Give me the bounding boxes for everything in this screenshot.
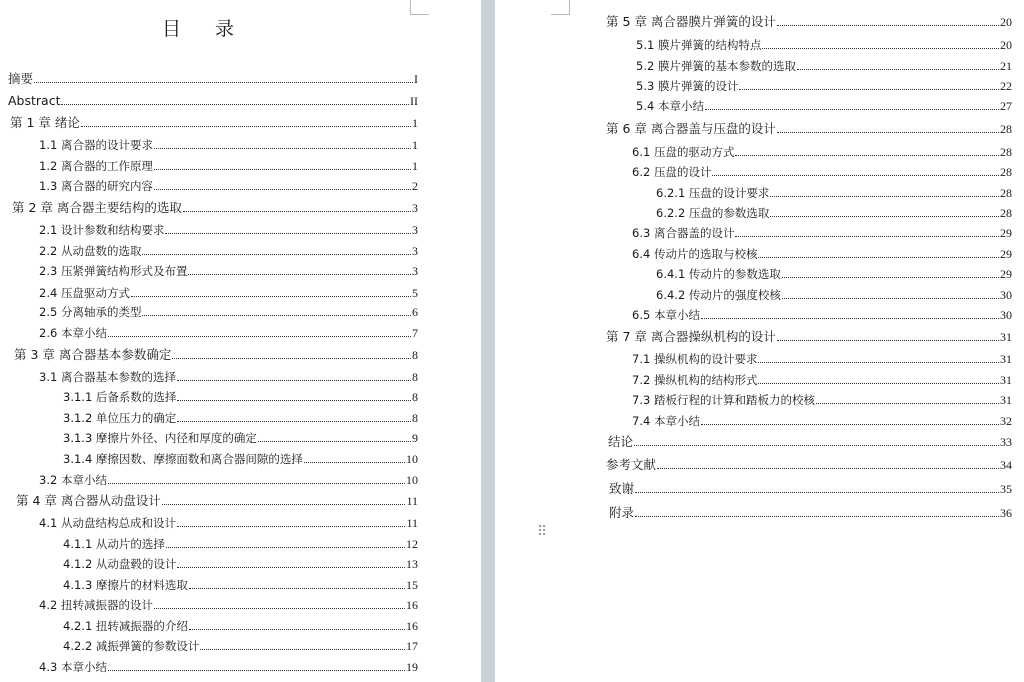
toc-section-entry[interactable] — [632, 241, 1012, 261]
toc-section-entry[interactable] — [39, 364, 418, 384]
toc-section-entry[interactable] — [636, 32, 1012, 52]
toc-page-number: 28 — [1000, 206, 1012, 220]
toc-dot-leader — [782, 298, 999, 299]
toc-entry-text: 4.2.1 扭转减振器的介绍 — [63, 619, 188, 633]
toc-entry-text: 1.1 离合器的设计要求 — [39, 138, 153, 152]
drag-handle-icon[interactable]: ⠿ — [537, 524, 549, 540]
toc-entry-text: 1.2 离合器的工作原理 — [39, 159, 153, 173]
toc-page-number: 11 — [406, 516, 418, 530]
toc-section-entry[interactable] — [636, 53, 1012, 73]
toc-entry-text: 3.1.4 摩擦因数、摩擦面数和离合器间隙的选择 — [63, 452, 303, 466]
toc-section-entry[interactable] — [63, 633, 418, 653]
document-page-left — [0, 0, 481, 682]
toc-page-number: 12 — [406, 537, 418, 551]
toc-section-entry[interactable] — [39, 592, 418, 612]
toc-dot-leader — [34, 82, 413, 83]
toc-section-entry[interactable] — [39, 238, 418, 258]
toc-section-entry[interactable] — [656, 180, 1012, 200]
toc-section-entry[interactable] — [656, 200, 1012, 220]
toc-section-entry[interactable] — [39, 173, 418, 193]
toc-page-number: 30 — [1000, 308, 1012, 322]
toc-entry-text: 2.1 设计参数和结构要求 — [39, 223, 165, 237]
toc-entry-text: 2.5 分离轴承的类型 — [39, 305, 142, 319]
toc-section-entry[interactable] — [63, 405, 418, 425]
toc-section-entry[interactable] — [632, 159, 1012, 179]
toc-section-entry[interactable] — [63, 613, 418, 633]
toc-dot-leader — [183, 211, 411, 212]
toc-dot-leader — [142, 254, 411, 255]
toc-dot-leader — [108, 483, 405, 484]
toc-section-entry[interactable] — [636, 73, 1012, 93]
toc-section-entry[interactable] — [39, 132, 418, 152]
toc-page-number: 27 — [1000, 99, 1012, 113]
toc-entry-text: 6.4.2 传动片的强度校核 — [656, 288, 781, 302]
crop-mark — [410, 0, 429, 15]
toc-entry-text: 1.3 离合器的研究内容 — [39, 179, 153, 193]
toc-dot-leader — [777, 132, 999, 133]
toc-section-entry[interactable] — [632, 139, 1012, 159]
toc-dot-leader — [735, 155, 999, 156]
toc-page-number: 9 — [412, 431, 418, 445]
toc-section-entry[interactable] — [39, 320, 418, 340]
toc-dot-leader — [304, 462, 405, 463]
toc-dot-leader — [81, 126, 411, 127]
toc-section-entry[interactable] — [39, 299, 418, 319]
toc-dot-leader — [165, 233, 411, 234]
toc-title: 目 录 — [161, 18, 249, 40]
toc-dot-leader — [108, 670, 405, 671]
toc-section-entry[interactable] — [632, 367, 1012, 387]
toc-page-number: 36 — [1000, 506, 1012, 520]
toc-dot-leader — [758, 362, 999, 363]
toc-entry-text: 6.3 离合器盖的设计 — [632, 226, 735, 240]
toc-entry-text: Abstract — [8, 93, 61, 108]
toc-page-number: 6 — [412, 305, 418, 319]
toc-dot-leader — [131, 296, 411, 297]
toc-entry-text: 5.1 膜片弹簧的结构特点 — [636, 38, 762, 52]
toc-section-entry[interactable] — [63, 446, 418, 466]
toc-page-number: 1 — [412, 138, 418, 152]
toc-section-entry[interactable] — [636, 93, 1012, 113]
toc-page-number: 29 — [1000, 267, 1012, 281]
toc-chapter-entry[interactable] — [606, 452, 1012, 472]
crop-mark — [551, 0, 570, 15]
toc-page-number: 31 — [1000, 352, 1012, 366]
toc-page-number: 7 — [412, 326, 418, 340]
toc-entry-text: 致谢 — [609, 481, 635, 496]
toc-section-entry[interactable] — [632, 346, 1012, 366]
toc-entry-text: 第 1 章 绪论 — [10, 115, 80, 130]
toc-page-number: 3 — [412, 264, 418, 278]
toc-dot-leader — [635, 492, 999, 493]
toc-dot-leader — [154, 169, 411, 170]
toc-page-number: 32 — [1000, 414, 1012, 428]
toc-entry-text: 2.4 压盘驱动方式 — [39, 286, 130, 300]
toc-entry-text: 3.1.1 后备系数的选择 — [63, 390, 177, 404]
toc-entry-text: 4.2.2 减振弹簧的参数设计 — [63, 639, 200, 653]
toc-section-entry[interactable] — [39, 217, 418, 237]
toc-dot-leader — [739, 89, 999, 90]
toc-entry-text: 4.1 从动盘结构总成和设计 — [39, 516, 176, 530]
toc-page-number: 8 — [412, 370, 418, 384]
toc-section-entry[interactable] — [39, 510, 418, 530]
toc-dot-leader — [177, 400, 411, 401]
toc-page-number: 10 — [406, 452, 418, 466]
toc-section-entry[interactable] — [39, 467, 418, 487]
toc-chapter-entry[interactable] — [608, 429, 1012, 449]
toc-dot-leader — [177, 421, 411, 422]
toc-page-number: 20 — [1000, 15, 1012, 29]
toc-section-entry[interactable] — [39, 654, 418, 674]
toc-entry-text: 第 5 章 离合器膜片弹簧的设计 — [606, 14, 776, 29]
toc-entry-text: 4.2 扭转减振器的设计 — [39, 598, 153, 612]
toc-dot-leader — [177, 567, 405, 568]
toc-page-number: 17 — [406, 639, 418, 653]
toc-entry-text: 第 2 章 离合器主要结构的选取 — [12, 200, 182, 215]
toc-page-number: 2 — [412, 179, 418, 193]
toc-dot-leader — [108, 336, 411, 337]
toc-dot-leader — [735, 236, 999, 237]
toc-dot-leader — [701, 424, 999, 425]
toc-section-entry[interactable] — [39, 258, 418, 278]
toc-section-entry[interactable] — [63, 425, 418, 445]
toc-page-number: 22 — [1000, 79, 1012, 93]
toc-chapter-entry[interactable] — [12, 195, 418, 215]
toc-page-number: 21 — [1000, 59, 1012, 73]
toc-dot-leader — [657, 468, 999, 469]
toc-dot-leader — [258, 441, 411, 442]
toc-dot-leader — [816, 403, 999, 404]
toc-page-number: 15 — [406, 578, 418, 592]
toc-entry-text: 3.1 离合器基本参数的选择 — [39, 370, 176, 384]
toc-dot-leader — [635, 516, 999, 517]
toc-dot-leader — [777, 25, 999, 26]
toc-dot-leader — [177, 526, 405, 527]
toc-entry-text: 2.3 压紧弹簧结构形式及布置 — [39, 264, 188, 278]
toc-chapter-entry[interactable] — [8, 66, 418, 86]
toc-entry-text: 2.6 本章小结 — [39, 326, 107, 340]
toc-dot-leader — [166, 547, 405, 548]
toc-entry-text: 6.5 本章小结 — [632, 308, 700, 322]
toc-dot-leader — [188, 274, 411, 275]
toc-chapter-entry[interactable] — [609, 500, 1012, 520]
toc-dot-leader — [758, 383, 999, 384]
toc-dot-leader — [61, 104, 409, 105]
toc-section-entry[interactable] — [656, 282, 1012, 302]
toc-page-number: 28 — [1000, 186, 1012, 200]
toc-page-number: 5 — [412, 286, 418, 300]
toc-chapter-entry[interactable] — [606, 324, 1012, 344]
toc-entry-text: 第 7 章 离合器操纵机构的设计 — [606, 329, 776, 344]
toc-page-number: 31 — [1000, 373, 1012, 387]
toc-page-number: 28 — [1000, 122, 1012, 136]
toc-page-number: 31 — [1000, 330, 1012, 344]
toc-page-number: 28 — [1000, 165, 1012, 179]
toc-dot-leader — [154, 148, 411, 149]
toc-section-entry[interactable] — [63, 551, 418, 571]
toc-page-number: 3 — [412, 201, 418, 215]
toc-section-entry[interactable] — [632, 220, 1012, 240]
toc-section-entry[interactable] — [632, 408, 1012, 428]
toc-entry-text: 5.4 本章小结 — [636, 99, 704, 113]
toc-entry-text: 附录 — [609, 505, 635, 520]
toc-entry-text: 7.4 本章小结 — [632, 414, 700, 428]
toc-chapter-entry[interactable] — [10, 110, 418, 130]
toc-entry-text: 7.3 踏板行程的计算和踏板力的校核 — [632, 393, 815, 407]
toc-page-number: 29 — [1000, 226, 1012, 240]
toc-entry-text: 第 6 章 离合器盖与压盘的设计 — [606, 121, 776, 136]
toc-chapter-entry[interactable] — [606, 116, 1012, 136]
toc-section-entry[interactable] — [632, 387, 1012, 407]
toc-dot-leader — [770, 216, 999, 217]
toc-section-entry[interactable] — [39, 280, 418, 300]
toc-page-number: 31 — [1000, 393, 1012, 407]
toc-dot-leader — [634, 445, 999, 446]
toc-entry-text: 4.1.3 摩擦片的材料选取 — [63, 578, 188, 592]
toc-page-number: 10 — [406, 473, 418, 487]
toc-dot-leader — [705, 109, 999, 110]
toc-entry-text: 第 3 章 离合器基本参数确定 — [14, 347, 172, 362]
toc-section-entry[interactable] — [63, 384, 418, 404]
toc-page-number: 19 — [406, 660, 418, 674]
toc-dot-leader — [797, 69, 999, 70]
toc-page-number: 16 — [406, 598, 418, 612]
toc-page-number: 1 — [412, 116, 418, 130]
toc-dot-leader — [189, 588, 405, 589]
toc-dot-leader — [770, 196, 999, 197]
document-page-right — [495, 0, 1024, 682]
toc-chapter-entry[interactable] — [606, 9, 1012, 29]
toc-chapter-entry[interactable] — [8, 88, 418, 108]
toc-section-entry[interactable] — [39, 153, 418, 173]
toc-section-entry[interactable] — [63, 572, 418, 592]
toc-entry-text: 3.1.3 摩擦片外径、内径和厚度的确定 — [63, 431, 257, 445]
toc-dot-leader — [200, 649, 405, 650]
toc-page-number: 3 — [412, 223, 418, 237]
toc-section-entry[interactable] — [632, 302, 1012, 322]
toc-entry-text: 6.4.1 传动片的参数选取 — [656, 267, 781, 281]
toc-page-number: 8 — [412, 390, 418, 404]
toc-dot-leader — [189, 629, 405, 630]
toc-entry-text: 参考文献 — [606, 457, 657, 472]
toc-page-number: 16 — [406, 619, 418, 633]
toc-dot-leader — [762, 48, 999, 49]
toc-entry-text: 摘要 — [8, 71, 34, 86]
toc-section-entry[interactable] — [656, 261, 1012, 281]
toc-dot-leader — [782, 277, 999, 278]
toc-dot-leader — [154, 189, 411, 190]
toc-entry-text: 6.2 压盘的设计 — [632, 165, 712, 179]
toc-page-number: 11 — [406, 494, 418, 508]
toc-entry-text: 4.1.1 从动片的选择 — [63, 537, 165, 551]
toc-dot-leader — [758, 257, 999, 258]
toc-dot-leader — [712, 175, 999, 176]
page-gutter — [481, 0, 495, 682]
toc-dot-leader — [177, 380, 411, 381]
toc-page-number: 34 — [1000, 458, 1012, 472]
toc-entry-text: 4.3 本章小结 — [39, 660, 107, 674]
toc-page-number: 3 — [412, 244, 418, 258]
toc-section-entry[interactable] — [63, 531, 418, 551]
toc-entry-text: 7.2 操纵机构的结构形式 — [632, 373, 758, 387]
toc-entry-text: 6.4 传动片的选取与校核 — [632, 247, 758, 261]
toc-entry-text: 4.1.2 从动盘毂的设计 — [63, 557, 177, 571]
toc-chapter-entry[interactable] — [609, 476, 1012, 496]
toc-page-number: 8 — [412, 411, 418, 425]
toc-page-number: 30 — [1000, 288, 1012, 302]
toc-page-number: 8 — [412, 348, 418, 362]
toc-dot-leader — [162, 504, 406, 505]
toc-entry-text: 7.1 操纵机构的设计要求 — [632, 352, 758, 366]
toc-page-number: 33 — [1000, 435, 1012, 449]
toc-page-number: I — [414, 72, 418, 86]
toc-dot-leader — [701, 318, 999, 319]
toc-page-number: 35 — [1000, 482, 1012, 496]
toc-entry-text: 5.3 膜片弹簧的设计 — [636, 79, 739, 93]
toc-page-number: 20 — [1000, 38, 1012, 52]
toc-dot-leader — [154, 608, 405, 609]
toc-entry-text: 第 4 章 离合器从动盘设计 — [16, 493, 161, 508]
toc-entry-text: 2.2 从动盘数的选取 — [39, 244, 142, 258]
toc-entry-text: 3.1.2 单位压力的确定 — [63, 411, 177, 425]
toc-entry-text: 5.2 膜片弹簧的基本参数的选取 — [636, 59, 796, 73]
toc-entry-text: 6.2.1 压盘的设计要求 — [656, 186, 770, 200]
toc-page-number: 13 — [406, 557, 418, 571]
toc-entry-text: 6.1 压盘的驱动方式 — [632, 145, 735, 159]
toc-page-number: 1 — [412, 159, 418, 173]
toc-dot-leader — [142, 315, 411, 316]
toc-page-number: II — [410, 94, 418, 108]
toc-dot-leader — [172, 358, 411, 359]
toc-entry-text: 6.2.2 压盘的参数选取 — [656, 206, 770, 220]
toc-chapter-entry[interactable] — [16, 488, 418, 508]
toc-dot-leader — [777, 340, 999, 341]
toc-page-number: 29 — [1000, 247, 1012, 261]
toc-entry-text: 结论 — [608, 434, 634, 449]
toc-chapter-entry[interactable] — [14, 342, 418, 362]
toc-page-number: 28 — [1000, 145, 1012, 159]
toc-entry-text: 3.2 本章小结 — [39, 473, 107, 487]
